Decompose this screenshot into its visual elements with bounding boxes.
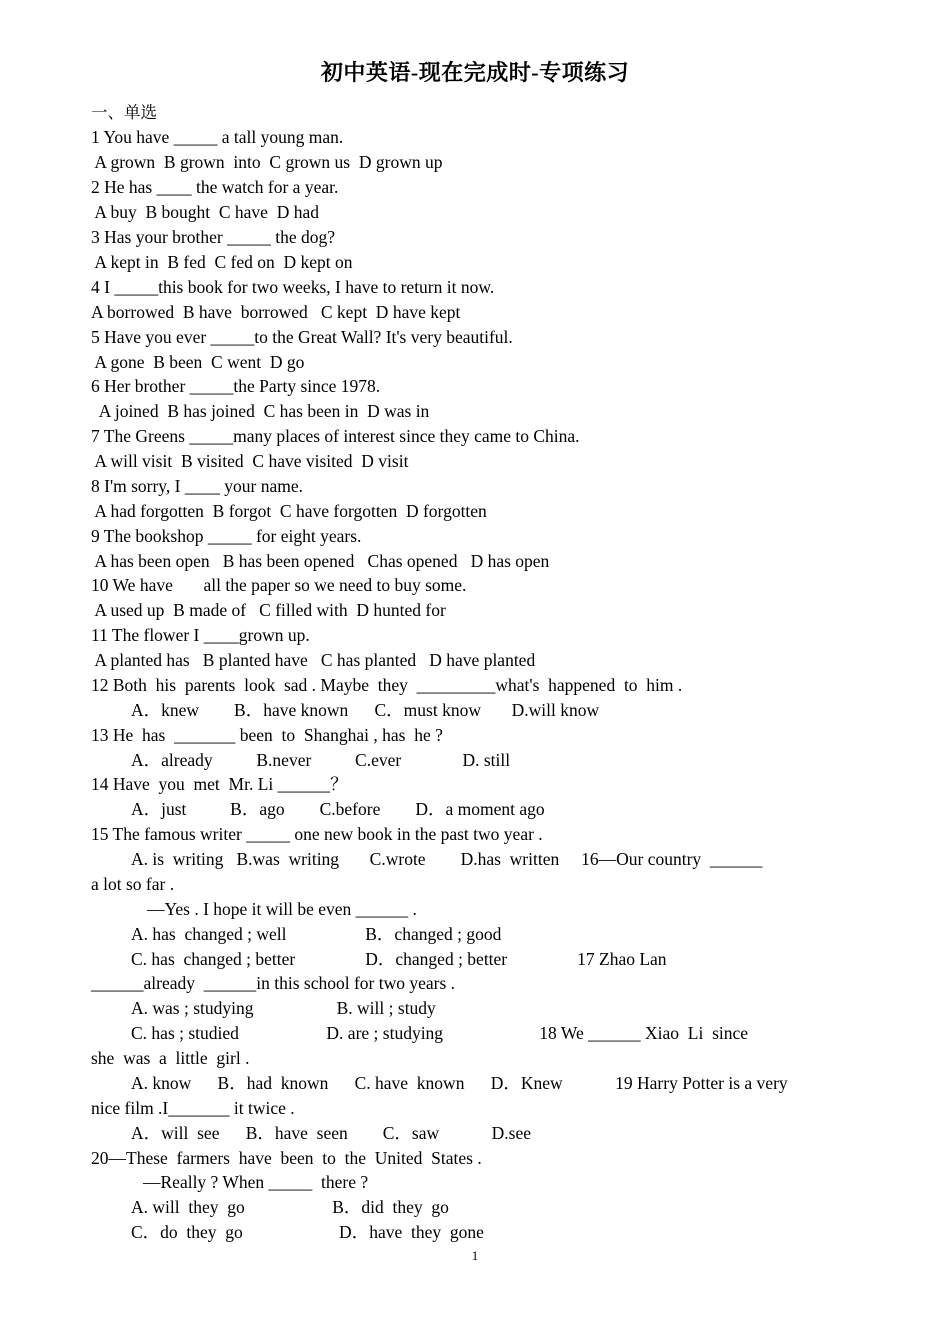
options-8: A had forgotten B forgot C have forgotten D forgotten xyxy=(91,501,487,521)
options-3: A kept in B fed C fed on D kept on xyxy=(91,252,353,272)
options-2: A buy B bought C have D had xyxy=(91,202,319,222)
options-9: A has been open B has been opened Chas opened D has open xyxy=(91,551,550,571)
options-16-cd: C. has changed ; better D．changed ; better 17 Zhao Lan xyxy=(131,949,667,969)
question-10: 10 We have all the paper so we need to buy some. xyxy=(91,575,467,595)
options-17-cd: C. has ; studied D. are ; studying 18 We ______ Xiao Li since xyxy=(131,1023,749,1043)
options-7: A will visit B visited C have visited D visit xyxy=(91,451,409,471)
question-20: 20—These farmers have been to the United States . xyxy=(91,1148,482,1168)
question-18-cont: she was a little girl . xyxy=(91,1048,250,1068)
options-1: A grown B grown into C grown us D grown up xyxy=(91,152,443,172)
section-heading: 一、单选 xyxy=(91,103,157,122)
page-title: 初中英语-现在完成时-专项练习 xyxy=(320,60,630,85)
question-14: 14 Have you met Mr. Li ______？ xyxy=(91,774,348,794)
question-15: 15 The famous writer _____ one new book in the past two year . xyxy=(91,824,543,844)
question-7: 7 The Greens _____many places of interest since they came to China. xyxy=(91,426,580,446)
question-17-cont: ______already ______in this school for two years . xyxy=(91,973,456,993)
question-12: 12 Both his parents look sad . Maybe they _________what's happened to him . xyxy=(91,675,683,695)
question-20-reply: —Really ? When _____ there ? xyxy=(143,1172,369,1192)
question-16-reply: —Yes . I hope it will be even ______ . xyxy=(147,899,417,919)
options-16-ab: A. has changed ; well B．changed ; good xyxy=(131,924,502,944)
question-3: 3 Has your brother _____ the dog? xyxy=(91,227,335,247)
question-5: 5 Have you ever _____to the Great Wall? It's very beautiful. xyxy=(91,327,513,347)
options-14: A．just B．ago C.before D．a moment ago xyxy=(131,799,545,819)
question-9: 9 The bookshop _____ for eight years. xyxy=(91,526,362,546)
options-15: A. is writing B.was writing C.wrote D.has written 16—Our country ______ xyxy=(131,849,763,869)
options-19: A．will see B．have seen C．saw D.see xyxy=(131,1123,532,1143)
options-10: A used up B made of C filled with D hunted for xyxy=(91,600,446,620)
options-11: A planted has B planted have C has planted D have planted xyxy=(91,650,536,670)
options-12: A．knew B．have known C．must know D.will know xyxy=(131,700,600,720)
question-13: 13 He has _______ been to Shanghai , has he ? xyxy=(91,725,443,745)
options-5: A gone B been C went D go xyxy=(91,352,305,372)
question-8: 8 I'm sorry, I ____ your name. xyxy=(91,476,303,496)
question-16-cont: a lot so far . xyxy=(91,874,175,894)
options-13: A．already B.never C.ever D. still xyxy=(131,750,511,770)
question-2: 2 He has ____ the watch for a year. xyxy=(91,177,339,197)
question-1: 1 You have _____ a tall young man. xyxy=(91,127,344,147)
page-number: 1 xyxy=(471,1248,479,1263)
question-19-cont: nice film .I_______ it twice . xyxy=(91,1098,295,1118)
question-6: 6 Her brother _____the Party since 1978. xyxy=(91,376,381,396)
options-18: A. know B．had known C. have known D．Knew 19 Harry Potter is a very xyxy=(131,1073,788,1093)
question-4: 4 I _____this book for two weeks, I have to return it now. xyxy=(91,277,495,297)
question-11: 11 The flower I ____grown up. xyxy=(91,625,310,645)
options-4: A borrowed B have borrowed C kept D have kept xyxy=(91,302,461,322)
options-6: A joined B has joined C has been in D was in xyxy=(91,401,430,421)
options-20-ab: A. will they go B．did they go xyxy=(131,1197,449,1217)
options-20-cd: C．do they go D．have they gone xyxy=(131,1222,484,1242)
options-17-ab: A. was ; studying B. will ; study xyxy=(131,998,436,1018)
